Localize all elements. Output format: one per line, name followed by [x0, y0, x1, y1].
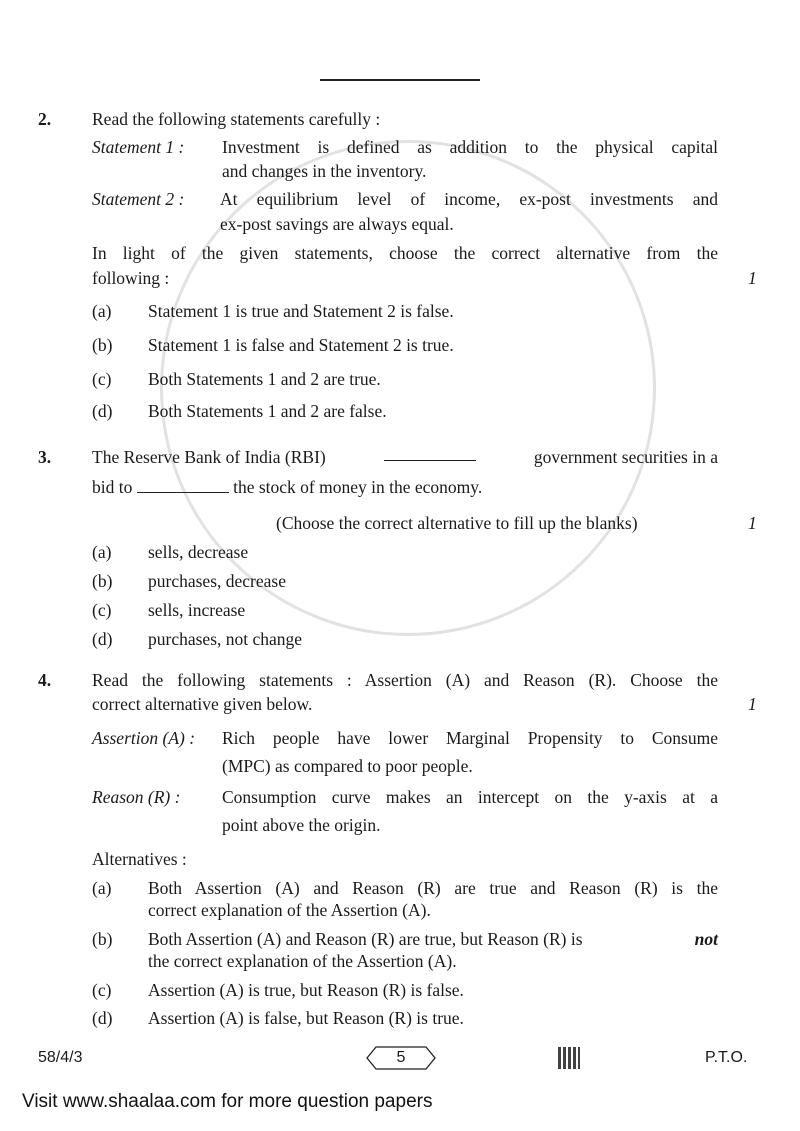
statement-1-text: Investment is defined as addition to the physical capital — [222, 137, 718, 157]
option-text: purchases, not change — [148, 629, 303, 649]
marks: 1 — [748, 694, 757, 714]
option-text — [148, 928, 718, 950]
option-text-cont: correct explanation of the Assertion (A). — [148, 900, 431, 920]
statement-2-label: Statement 2 : — [92, 189, 185, 209]
question-prompt: In light of the given statements, choose the correct alternative from the — [92, 243, 718, 263]
question-number: 4. — [38, 670, 52, 690]
question-line-2 — [92, 476, 482, 498]
option-label: (c) — [92, 980, 112, 1000]
option-text: sells, decrease — [148, 542, 249, 562]
option-label: (b) — [92, 929, 113, 949]
option-label: (d) — [92, 629, 113, 649]
assertion-text-cont: (MPC) as compared to poor people. — [222, 756, 473, 776]
option-text: Both Statements 1 and 2 are false. — [148, 401, 387, 421]
reason-label: Reason (R) : — [92, 787, 181, 807]
question-text: the stock of money in the economy. — [233, 477, 483, 497]
option-label: (a) — [92, 878, 112, 898]
question-intro: Read the following statements : Assertion (A) and Reason (R). Choose the — [92, 670, 718, 690]
marks: 1 — [748, 268, 757, 288]
reason-text-cont: point above the origin. — [222, 815, 381, 835]
question-line-1 — [92, 446, 718, 468]
option-text: Assertion (A) is true, but Reason (R) is false. — [148, 980, 464, 1000]
option-label: (a) — [92, 542, 112, 562]
paper-code: 58/4/3 — [38, 1049, 83, 1066]
assertion-text: Rich people have lower Marginal Propensity to Consume — [222, 728, 718, 748]
statement-1-text-cont: and changes in the inventory. — [222, 161, 427, 181]
instruction: (Choose the correct alternative to fill up the blanks) — [276, 513, 638, 533]
option-text: Statement 1 is true and Statement 2 is false. — [148, 301, 454, 321]
question-number: 3. — [38, 447, 52, 467]
option-text: Both Assertion (A) and Reason (R) are true and Reason (R) is the — [148, 878, 718, 898]
page-number: 5 — [396, 1049, 406, 1066]
question-text: government securities in a — [533, 447, 718, 467]
assertion-label: Assertion (A) : — [92, 728, 196, 748]
question-text: The Reserve Bank of India (RBI) — [92, 447, 326, 467]
website-promo-text: Visit www.shaalaa.com for more question papers — [22, 1091, 433, 1112]
question-text: bid to — [92, 477, 133, 497]
fill-blank — [137, 478, 229, 493]
option-text: Both Statements 1 and 2 are true. — [148, 369, 381, 389]
statement-1-label: Statement 1 : — [92, 137, 185, 157]
option-label: (b) — [92, 571, 113, 591]
option-label: (d) — [92, 401, 113, 421]
question-intro-cont: correct alternative given below. — [92, 694, 313, 714]
option-text: Statement 1 is false and Statement 2 is true. — [148, 335, 454, 355]
option-emphasis: not — [694, 929, 718, 949]
option-text-main: Both Assertion (A) and Reason (R) are true, but Reason (R) is — [148, 929, 583, 949]
qr-code-icon — [558, 1047, 580, 1069]
option-text: purchases, decrease — [148, 571, 286, 591]
fill-blank — [384, 446, 476, 461]
option-label: (c) — [92, 369, 112, 389]
reason-text: Consumption curve makes an intercept on the y-axis at a — [222, 787, 718, 807]
question-number: 2. — [38, 109, 52, 129]
question-prompt-cont: following : — [92, 268, 170, 288]
option-label: (a) — [92, 301, 112, 321]
alternatives-label: Alternatives : — [92, 849, 187, 869]
option-text: sells, increase — [148, 600, 246, 620]
marks: 1 — [748, 513, 757, 533]
option-label: (c) — [92, 600, 112, 620]
top-rule — [320, 79, 480, 81]
pto-label: P.T.O. — [705, 1049, 748, 1066]
option-label: (d) — [92, 1008, 113, 1028]
statement-2-text-cont: ex-post savings are always equal. — [220, 214, 454, 234]
option-text: Assertion (A) is false, but Reason (R) is true. — [148, 1008, 464, 1028]
question-intro: Read the following statements carefully : — [92, 109, 381, 129]
option-text-cont: the correct explanation of the Assertion (A). — [148, 951, 457, 971]
option-label: (b) — [92, 335, 113, 355]
statement-2-text: At equilibrium level of income, ex-post investments and — [220, 189, 718, 209]
